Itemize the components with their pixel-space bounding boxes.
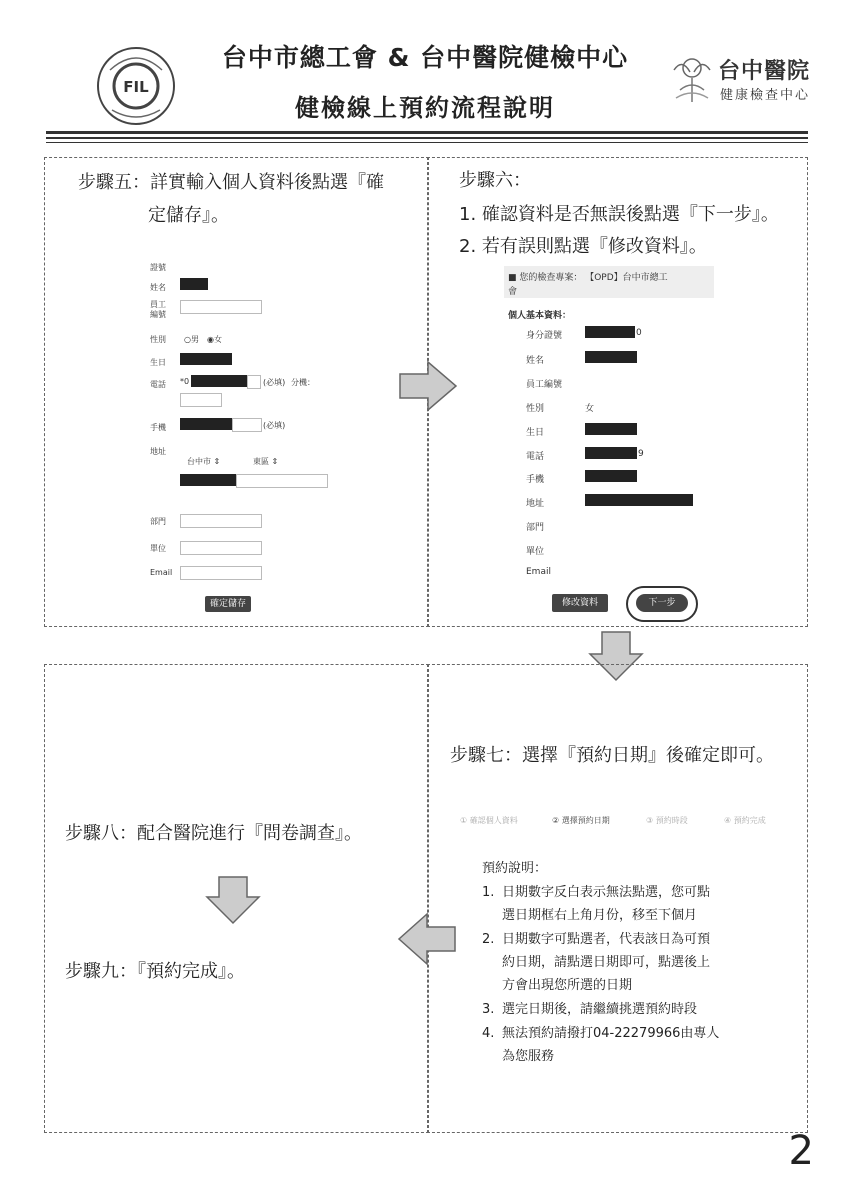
form-label-employee-no: 員工 編號	[150, 300, 166, 319]
birthday-redacted	[180, 353, 232, 365]
form-label-unit: 單位	[150, 544, 166, 553]
svg-text:FIL: FIL	[123, 78, 149, 96]
district-select[interactable]	[253, 456, 278, 467]
step6-line1: 1. 確認資料是否無誤後點選『下一步』。	[459, 204, 779, 225]
hospital-subtitle: 健康檢查中心	[720, 88, 811, 103]
confirm-label-mobile: 手機	[526, 475, 545, 485]
step8-9-panel	[44, 664, 429, 1133]
stepper-step2: ② 選擇預約日期	[552, 816, 610, 825]
id-tail: 0	[636, 328, 642, 338]
note-2-line3: 方會出現您所選的日期	[502, 978, 633, 993]
confirm-label-birthday: 生日	[526, 428, 545, 438]
step9-text: 步驟九：『預約完成』。	[65, 961, 245, 982]
form-label-gender: 性別	[150, 335, 166, 344]
city-select[interactable]	[187, 456, 220, 467]
mobile-required-note: (必填)	[263, 421, 286, 430]
step6-heading: 步驟六：	[459, 170, 531, 191]
registration-form	[145, 256, 415, 618]
step5-text-line1: 步驟五：詳實輸入個人資料後點選『確	[78, 172, 384, 193]
confirm-label-address: 地址	[526, 499, 545, 509]
employee-no-input[interactable]	[180, 300, 262, 314]
phone-required-note: (必填)	[263, 378, 286, 387]
email-input[interactable]	[180, 566, 262, 580]
note-4-line1: 無法預約請撥打04-22279966由專人	[502, 1026, 720, 1041]
step6-line2: 2. 若有誤則點選『修改資料』。	[459, 236, 707, 257]
confirm-label-gender: 性別	[526, 404, 545, 414]
gender-value: 女	[585, 404, 595, 414]
form-label-address: 地址	[150, 447, 166, 456]
department-input[interactable]	[180, 514, 262, 528]
section-title: 個人基本資料：	[508, 311, 572, 321]
id-redacted	[585, 326, 635, 338]
note-1-line2: 選日期框右上角月份，移至下個月	[502, 908, 698, 923]
project-banner	[504, 266, 714, 298]
page-title: 台中市總工會 & 台中醫院健檢中心	[221, 43, 629, 72]
step8-text: 步驟八：配合醫院進行『問卷調查』。	[65, 823, 362, 844]
note-2-line1: 日期數字可點選者，代表該日為可預	[502, 932, 711, 947]
chevron-icon: ⇕	[271, 457, 279, 466]
form-label-department: 部門	[150, 517, 166, 526]
notes-title: 預約說明：	[482, 861, 548, 876]
note-3-line1: 選完日期後，請繼續挑選預約時段	[502, 1002, 698, 1017]
confirm-label-id: 身分證號	[526, 331, 563, 341]
phone-redacted	[191, 375, 247, 387]
hospital-name: 台中醫院	[718, 59, 811, 84]
name-redacted	[585, 351, 637, 363]
confirm-label-department: 部門	[526, 523, 545, 533]
chevron-icon: ⇕	[213, 457, 221, 466]
phone-ext-input[interactable]	[180, 393, 222, 407]
gender-female-radio[interactable]: ◉女	[207, 335, 222, 344]
note-3-num: 3.	[482, 1002, 495, 1017]
arrow-right-icon	[398, 360, 458, 412]
phone-input-tail[interactable]	[247, 375, 261, 389]
city-value: 台中市	[187, 457, 211, 466]
name-redacted	[180, 278, 208, 290]
header-rule-top	[46, 131, 808, 134]
confirm-label-email: Email	[526, 567, 551, 577]
hospital-logo	[668, 50, 818, 110]
form-label-mobile: 手機	[150, 423, 166, 432]
step7-text: 步驟七：選擇『預約日期』後確定即可。	[450, 745, 774, 766]
arrow-down-icon	[205, 875, 261, 925]
note-4-line2: 為您服務	[502, 1049, 555, 1064]
address-input[interactable]	[236, 474, 328, 488]
confirm-label-phone: 電話	[526, 452, 545, 462]
form-label-birthday: 生日	[150, 358, 166, 367]
confirm-label-employee-no: 員工編號	[526, 380, 563, 390]
confirm-label-unit: 單位	[526, 547, 545, 557]
confirm-label-name: 姓名	[526, 356, 545, 366]
stepper-step1: ① 確認個人資料	[460, 816, 518, 825]
phone-ext-label: 分機：	[291, 378, 315, 387]
address-redacted	[180, 474, 236, 486]
district-value: 東區	[253, 457, 269, 466]
header-rule-bottom	[46, 142, 808, 143]
birthday-redacted	[585, 423, 637, 435]
header-rule-middle	[46, 137, 808, 139]
phone-tail: 9	[638, 449, 644, 459]
phone-prefix: *0	[180, 377, 190, 386]
step5-text-line2: 定儲存』。	[148, 205, 229, 226]
form-label-id: 證號	[150, 263, 166, 272]
phone-redacted	[585, 447, 637, 459]
mobile-input-tail[interactable]	[232, 418, 262, 432]
project-line2: 會	[508, 287, 518, 297]
next-button[interactable]: 下一步	[636, 594, 688, 612]
mobile-redacted	[180, 418, 232, 430]
step7-panel	[427, 664, 808, 1133]
edit-data-button[interactable]: 修改資料	[552, 594, 608, 612]
note-2-line2: 約日期，請點選日期即可，點選後上	[502, 955, 711, 970]
form-label-email: Email	[150, 568, 173, 577]
stepper-step3: ③ 預約時段	[646, 816, 688, 825]
arrow-left-icon	[397, 912, 457, 966]
form-label-phone: 電話	[150, 380, 166, 389]
gender-male-radio[interactable]: ○男	[184, 335, 199, 344]
mobile-redacted	[585, 470, 637, 482]
project-line1: ■ 您的檢查專案： 【OPD】台中市總工	[508, 273, 668, 283]
note-1-line1: 日期數字反白表示無法點選，您可點	[502, 885, 711, 900]
note-4-num: 4.	[482, 1026, 495, 1041]
address-redacted	[585, 494, 693, 506]
step6-panel	[427, 157, 808, 627]
save-button[interactable]: 確定儲存	[205, 596, 251, 612]
page-subtitle: 健檢線上預約流程說明	[295, 94, 555, 122]
note-1-num: 1.	[482, 885, 495, 900]
stepper-step4: ④ 預約完成	[724, 816, 766, 825]
page-number: 2	[788, 1128, 814, 1174]
unit-input[interactable]	[180, 541, 262, 555]
step5-panel	[44, 157, 429, 627]
union-logo	[92, 40, 180, 128]
note-2-num: 2.	[482, 932, 495, 947]
form-label-name: 姓名	[150, 283, 166, 292]
